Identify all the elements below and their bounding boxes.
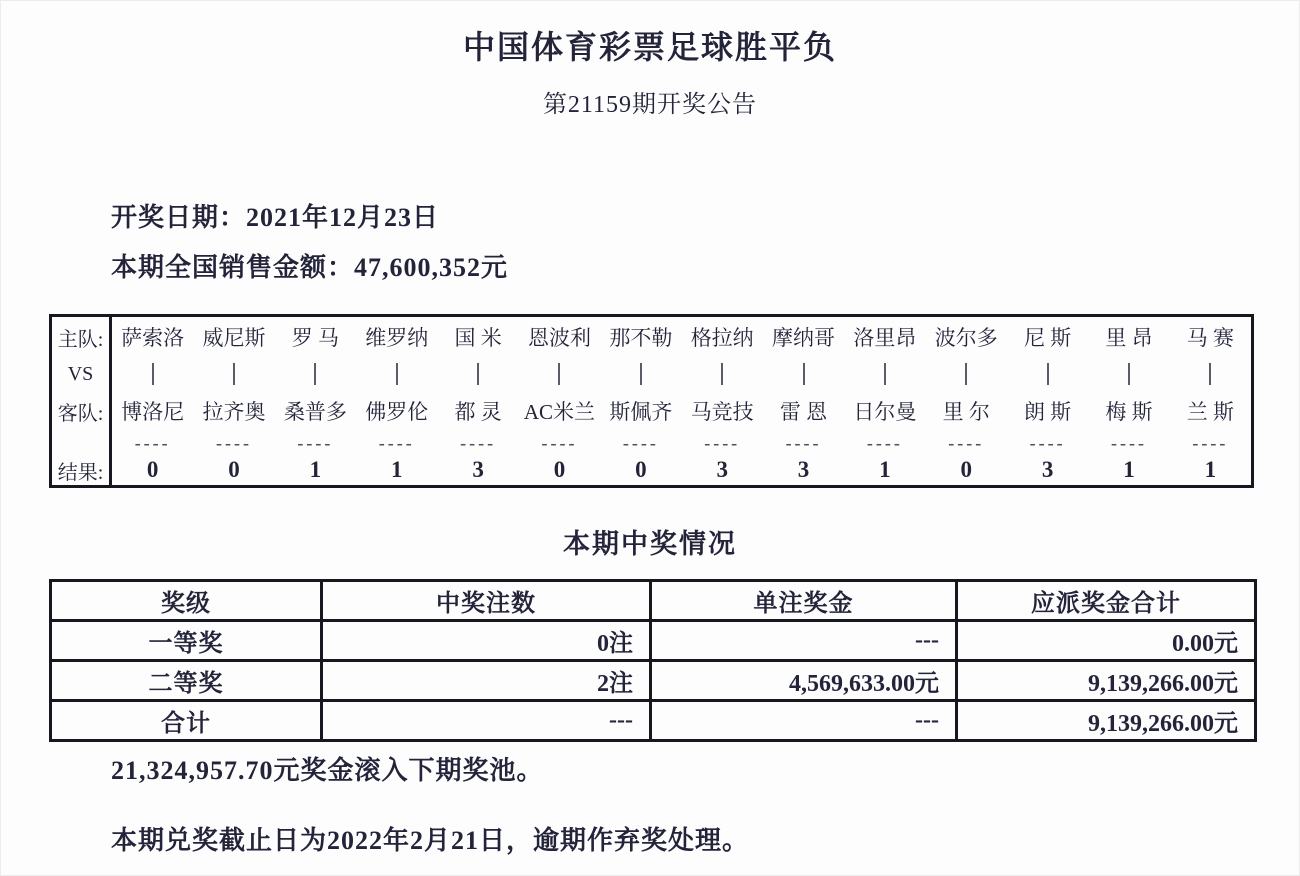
vs-separator-line	[884, 363, 886, 385]
prize-value-cell: 2注	[322, 661, 651, 701]
score-dashes: ----	[134, 432, 171, 453]
score-dashes: ----	[378, 432, 415, 453]
away-team-name: 兰 斯	[1186, 400, 1234, 424]
home-team-name: 波尔多	[934, 326, 998, 350]
match-result-value: 0	[960, 457, 973, 482]
match-result-value: 0	[228, 457, 240, 482]
away-team-name: 日尔曼	[853, 400, 917, 424]
home-team-name: 马 赛	[1186, 326, 1234, 350]
away-row-label: 客队:	[57, 402, 104, 425]
home-team-name: 摩纳哥	[772, 326, 836, 350]
match-result-value: 3	[472, 457, 484, 482]
match-column	[926, 317, 1007, 485]
home-team-name: 萨索洛	[121, 326, 185, 350]
match-result-value: 0	[146, 457, 159, 482]
prize-table-header-row	[51, 581, 1256, 621]
prize-section-title: 本期中奖情况	[563, 529, 737, 559]
away-team-name: 桑普多	[283, 400, 347, 424]
prize-level-cell: 二等奖	[51, 661, 322, 701]
result-row-label: 结果:	[57, 461, 104, 484]
prize-value-cell: ---	[651, 701, 957, 741]
vs-separator-line	[1209, 363, 1211, 385]
match-column	[600, 317, 681, 485]
match-column	[844, 317, 925, 485]
vs-separator-line	[721, 363, 723, 385]
score-dashes: ----	[622, 432, 659, 453]
away-team-name: 梅 斯	[1105, 400, 1153, 424]
score-dashes: ----	[460, 432, 497, 453]
deadline-line: 本期兑奖截止日为2022年2月21日，逾期作弃奖处理。	[111, 826, 750, 855]
match-column	[193, 317, 274, 485]
prize-table-row	[51, 701, 1256, 741]
prize-value-cell: ---	[322, 701, 651, 741]
match-result-value: 0	[553, 457, 566, 482]
vs-separator-line	[1128, 363, 1130, 385]
match-column	[1088, 317, 1169, 485]
home-team-name: 格拉纳	[690, 326, 754, 350]
match-column	[112, 317, 193, 485]
match-column	[519, 317, 600, 485]
score-dashes: ----	[704, 432, 741, 453]
away-team-name: AC米兰	[523, 400, 596, 424]
match-column	[1170, 317, 1251, 485]
away-team-name: 博洛尼	[121, 400, 185, 424]
vs-separator-line	[640, 363, 642, 385]
home-team-name: 国 米	[454, 326, 502, 350]
score-dashes: ----	[866, 432, 903, 453]
sales-amount-line: 本期全国销售金额：47,600,352元	[111, 253, 509, 282]
vs-separator-line	[1047, 363, 1049, 385]
prize-table-header-cell: 中奖注数	[322, 581, 651, 621]
home-team-name: 威尼斯	[202, 326, 266, 350]
home-team-name: 洛里昂	[853, 326, 917, 350]
score-dashes: ----	[216, 432, 253, 453]
home-team-name: 里 昂	[1105, 326, 1153, 350]
vs-separator-line	[558, 363, 560, 385]
score-dashes: ----	[948, 432, 985, 453]
home-team-name: 维罗纳	[365, 326, 429, 350]
dash-row-label	[52, 431, 109, 455]
score-dashes: ----	[1029, 432, 1066, 453]
prize-value-cell: 9,139,266.00元	[957, 701, 1256, 741]
score-dashes: ----	[1111, 432, 1147, 453]
vs-separator-line	[233, 363, 235, 385]
away-team-name: 佛罗伦	[365, 400, 429, 424]
match-result-value: 3	[797, 457, 810, 482]
vs-separator-line	[396, 363, 398, 385]
match-result-value: 3	[716, 457, 728, 482]
prize-table-row	[51, 661, 1256, 701]
match-result-value: 1	[309, 457, 322, 482]
away-team-name: 拉齐奥	[202, 400, 266, 424]
match-column	[275, 317, 356, 485]
match-result-value: 1	[1204, 457, 1217, 482]
draw-date-line: 开奖日期：2021年12月23日	[111, 203, 440, 232]
match-result-value: 1	[391, 457, 403, 482]
vs-separator-line	[152, 363, 154, 385]
match-column	[1007, 317, 1088, 485]
match-results-table	[49, 314, 1254, 488]
match-column	[356, 317, 437, 485]
match-result-value: 3	[1041, 457, 1054, 482]
home-team-name: 恩波利	[527, 326, 591, 350]
match-result-value: 0	[635, 457, 647, 482]
page-title: 中国体育彩票足球胜平负	[462, 29, 837, 65]
prize-table	[49, 579, 1257, 742]
prize-table-row	[51, 621, 1256, 661]
match-column	[437, 317, 518, 485]
prize-table-header-cell: 应派奖金合计	[957, 581, 1256, 621]
away-team-name: 马竞技	[690, 400, 754, 424]
away-team-name: 斯佩齐	[609, 400, 673, 424]
away-team-name: 都 灵	[454, 400, 502, 424]
prize-table-header-cell: 奖级	[51, 581, 322, 621]
vs-separator-line	[965, 363, 967, 385]
vs-separator-line	[314, 363, 316, 385]
score-dashes: ----	[541, 432, 578, 453]
score-dashes: ----	[785, 432, 822, 453]
prize-table-body	[51, 621, 1256, 741]
match-result-value: 1	[1123, 457, 1135, 482]
vs-row-label: VS	[67, 362, 94, 385]
vs-separator-line	[477, 363, 479, 385]
prize-table-header-cell: 单注奖金	[651, 581, 957, 621]
away-team-name: 朗 斯	[1024, 400, 1072, 424]
home-team-name: 那不勒	[609, 326, 673, 350]
score-dashes: ----	[1192, 432, 1229, 453]
prize-value-cell: 9,139,266.00元	[957, 661, 1256, 701]
away-team-name: 里 尔	[942, 400, 990, 424]
prize-value-cell: 0.00元	[957, 621, 1256, 661]
home-team-name: 罗 马	[291, 326, 340, 350]
match-column	[682, 317, 763, 485]
prize-level-cell: 一等奖	[51, 621, 322, 661]
away-team-name: 雷 恩	[779, 400, 828, 424]
prize-level-cell: 合计	[51, 701, 322, 741]
vs-separator-line	[803, 363, 805, 385]
prize-value-cell: ---	[651, 621, 957, 661]
page-subtitle: 第21159期开奖公告	[542, 92, 758, 118]
score-dashes: ----	[297, 432, 334, 453]
prize-value-cell: 4,569,633.00元	[651, 661, 957, 701]
match-column	[763, 317, 844, 485]
match-table-label-column	[52, 317, 112, 485]
home-team-name: 尼 斯	[1024, 326, 1072, 350]
match-result-value: 1	[879, 457, 891, 482]
rollover-line: 21,324,957.70元奖金滚入下期奖池。	[111, 756, 544, 785]
home-row-label: 主队:	[57, 328, 104, 351]
prize-value-cell: 0注	[322, 621, 651, 661]
